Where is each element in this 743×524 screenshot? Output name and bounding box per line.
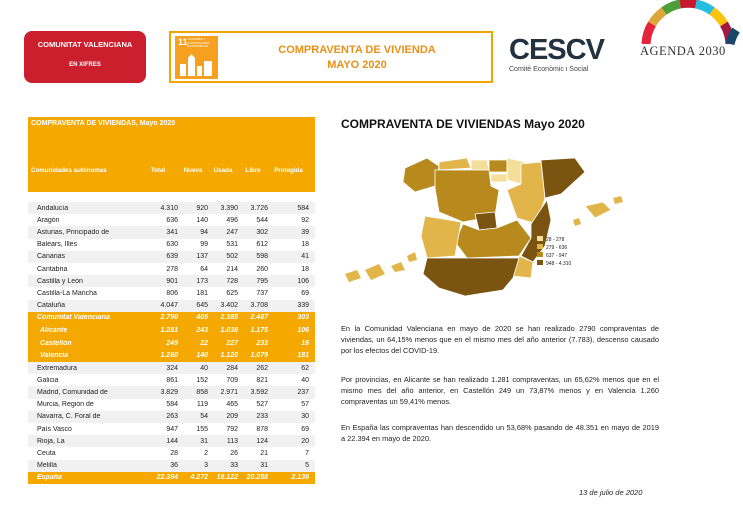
sdg-11-icon (175, 36, 218, 79)
row-value: 3.390 (220, 204, 238, 212)
row-value: 531 (226, 241, 238, 249)
row-value: 22 (200, 339, 208, 347)
row-value: 3.708 (250, 302, 268, 310)
row-label: Canarias (37, 253, 66, 261)
row-value: 62 (301, 364, 309, 372)
table-row (28, 362, 315, 374)
row-value: 636 (166, 216, 178, 224)
sdg-wheel-icon (632, 0, 743, 45)
legend-swatch-2 (537, 244, 543, 249)
row-value: 7 (305, 449, 309, 457)
total-value: 4.272 (190, 474, 208, 482)
agenda-text: AGENDA 2030 (640, 44, 726, 58)
row-value: 92 (301, 216, 309, 224)
row-value: 645 (196, 302, 208, 310)
row-value: 16 (301, 339, 309, 347)
badge-line1: COMUNITAT VALENCIANA (37, 40, 133, 49)
row-value: 1.260 (160, 352, 178, 360)
row-value: 2.790 (160, 314, 178, 322)
row-value: 237 (297, 389, 309, 397)
row-value: 144 (166, 437, 178, 445)
table-row (28, 239, 315, 251)
row-value: 737 (256, 289, 268, 297)
row-value: 40 (200, 364, 208, 372)
row-value: 405 (196, 314, 208, 322)
row-value: 69 (301, 289, 309, 297)
row-label: Valencia (40, 352, 69, 360)
row-value: 28 (170, 449, 178, 457)
total-label: España (37, 474, 62, 482)
region-canarias-2 (365, 264, 385, 280)
row-label: Ceuta (37, 449, 56, 457)
row-value: 639 (166, 253, 178, 261)
row-value: 181 (196, 289, 208, 297)
row-value: 806 (166, 289, 178, 297)
row-value: 243 (196, 327, 208, 335)
table-row (28, 300, 315, 312)
row-value: 21 (260, 449, 268, 457)
map-title: COMPRAVENTA DE VIVIENDAS Mayo 2020 (341, 117, 585, 131)
row-value: 1.281 (160, 327, 178, 335)
paragraph-3: En España las compraventas han descendido un 53,68% pasando de 48.351 en mayo de 2019 a 22.394 en mayo de 2020. (341, 423, 659, 444)
region-cataluna (541, 158, 585, 198)
region-andalucia (423, 258, 519, 296)
row-value: 2.487 (250, 314, 268, 322)
row-label: Navarra, C. Foral de (37, 413, 101, 421)
badge-line2: EN XIFRES (69, 62, 101, 68)
row-value: 792 (226, 425, 238, 433)
row-label: Galicia (37, 376, 59, 384)
table-spacer (28, 192, 315, 202)
title-line1: COMPRAVENTA DE VIVIENDA (278, 44, 436, 56)
row-value: 1.079 (250, 352, 268, 360)
row-value: 113 (226, 437, 238, 445)
row-value: 3 (204, 462, 208, 470)
total-value: 18.122 (216, 474, 238, 482)
table-row (28, 435, 315, 447)
cescv-logo (509, 35, 619, 81)
table-row (28, 202, 315, 214)
row-label: Rioja, La (37, 437, 65, 445)
row-label: Andalucía (37, 204, 69, 212)
row-value: 119 (196, 401, 208, 409)
row-label: Asturias, Principado de (37, 228, 109, 236)
row-value: 3.402 (220, 302, 238, 310)
region-ibiza (573, 218, 581, 226)
row-value: 339 (297, 302, 309, 310)
table-row (28, 312, 315, 325)
cescv-logo-text: CESCV (509, 34, 604, 66)
table-title: COMPRAVENTA DE VIVIENDAS, Mayo 2020 (28, 117, 315, 129)
table-row (28, 275, 315, 287)
legend-swatch-3 (537, 252, 543, 257)
row-value: 2 (204, 449, 208, 457)
row-value: 262 (256, 364, 268, 372)
row-value: 94 (200, 228, 208, 236)
row-value: 173 (196, 277, 208, 285)
row-value: 54 (200, 413, 208, 421)
row-value: 36 (170, 462, 178, 470)
row-label: Castilla y León (37, 277, 83, 285)
page-title (229, 43, 485, 73)
city-icon (179, 54, 214, 76)
map-legend (537, 236, 572, 267)
row-value: 106 (297, 327, 309, 335)
row-value: 3.829 (160, 389, 178, 397)
rows-bottom (28, 362, 315, 472)
row-value: 709 (226, 376, 238, 384)
paragraph-2: Por provincias, en Alicante se han realizado 1.281 compraventas, un 65,62% menos que en el mismo mes del año anterior, en Castellón 249 un 73,87% menos y en Valencia 1.260 compraventas un 59,41% menos. (341, 375, 659, 407)
row-value: 4.310 (160, 204, 178, 212)
region-pais-vasco (489, 160, 507, 172)
region-galicia (403, 158, 439, 192)
row-label: Comunitat Valenciana (37, 314, 110, 322)
legend-label-3: 637 - 947 (546, 253, 568, 259)
row-label: Castilla-La Mancha (37, 289, 97, 297)
row-label: Cantabria (37, 265, 68, 273)
table-row (28, 251, 315, 263)
region-baleares (585, 202, 611, 218)
row-value: 233 (256, 413, 268, 421)
spain-choropleth-map (335, 128, 635, 308)
row-value: 40 (301, 376, 309, 384)
row-value: 527 (256, 401, 268, 409)
header-cell: Protegida (274, 167, 303, 174)
row-value: 5 (305, 462, 309, 470)
row-value: 630 (166, 241, 178, 249)
row-value: 249 (166, 339, 178, 347)
row-value: 465 (226, 401, 238, 409)
header-cell: Nueva (183, 167, 203, 174)
region-asturias (439, 158, 471, 170)
row-label: Cataluña (37, 302, 66, 310)
region-menorca (613, 196, 623, 204)
row-value: 861 (166, 376, 178, 384)
region-cantabria (471, 160, 489, 170)
table-row (28, 324, 315, 337)
region-extremadura (421, 216, 461, 258)
compraventa-table (28, 117, 315, 484)
row-value: 214 (226, 265, 238, 273)
cv-badge (24, 31, 146, 83)
row-value: 233 (256, 339, 268, 347)
row-value: 947 (166, 425, 178, 433)
row-value: 1.038 (220, 327, 238, 335)
row-value: 26 (230, 449, 238, 457)
row-value: 4.047 (160, 302, 178, 310)
total-row (28, 472, 315, 484)
region-canarias-4 (407, 252, 417, 262)
row-value: 584 (166, 401, 178, 409)
row-value: 612 (256, 241, 268, 249)
row-value: 124 (256, 437, 268, 445)
sdg-number: 11 (178, 37, 188, 47)
row-label: Castellón (40, 339, 72, 347)
row-value: 878 (256, 425, 268, 433)
rows-top (28, 202, 315, 312)
row-value: 496 (226, 216, 238, 224)
row-value: 584 (297, 204, 309, 212)
paragraph-1: En la Comunidad Valenciana en mayo de 2020 se han realizado 2790 compraventas de viviendas, un 64,15% menos que en el mismo mes del año anterior (7.783), descenso causado por los efectos del COVID-19. (341, 324, 659, 356)
table-row (28, 349, 315, 362)
row-value: 341 (166, 228, 178, 236)
row-value: 30 (301, 413, 309, 421)
row-value: 858 (196, 389, 208, 397)
row-value: 3.592 (250, 389, 268, 397)
row-label: País Vasco (37, 425, 72, 433)
row-value: 18 (301, 265, 309, 273)
row-label: Murcia, Región de (37, 401, 94, 409)
table-row (28, 263, 315, 275)
legend-label-1: 28 - 278 (546, 237, 565, 243)
cescv-subtitle: Comitè Econòmic i Social (509, 66, 589, 73)
total-value: 2.136 (291, 474, 309, 482)
table-row (28, 374, 315, 386)
title-line2: MAYO 2020 (327, 59, 387, 71)
row-value: 544 (256, 216, 268, 224)
row-value: 41 (301, 253, 309, 261)
row-value: 18 (301, 241, 309, 249)
row-value: 137 (196, 253, 208, 261)
row-value: 209 (226, 413, 238, 421)
sdg-text: CIUDADES Y COMUNIDADES SOSTENIBLES (187, 37, 210, 49)
row-value: 140 (196, 352, 208, 360)
row-value: 20 (301, 437, 309, 445)
table-row (28, 447, 315, 459)
header-cell: Comunidades autónomas (31, 167, 107, 174)
table-row (28, 386, 315, 398)
row-label: Aragón (37, 216, 60, 224)
row-value: 33 (230, 462, 238, 470)
table-row (28, 460, 315, 472)
table-row (28, 399, 315, 411)
row-value: 920 (196, 204, 208, 212)
row-value: 302 (256, 228, 268, 236)
legend-swatch-1 (537, 236, 543, 241)
region-canarias-1 (345, 270, 361, 282)
row-value: 39 (301, 228, 309, 236)
header-cell: Usada (213, 167, 233, 174)
row-value: 502 (226, 253, 238, 261)
header-cell: Total (150, 167, 166, 174)
title-box (169, 31, 493, 83)
row-value: 155 (196, 425, 208, 433)
total-value: 20.258 (246, 474, 268, 482)
row-value: 3.726 (250, 204, 268, 212)
row-value: 598 (256, 253, 268, 261)
row-value: 31 (260, 462, 268, 470)
region-canarias-3 (391, 262, 405, 272)
row-total (28, 472, 315, 484)
row-value: 106 (297, 277, 309, 285)
row-value: 31 (200, 437, 208, 445)
row-label: Balears, Illes (37, 241, 78, 249)
total-value: 22.394 (156, 474, 178, 482)
row-value: 625 (226, 289, 238, 297)
row-label: Alicante (40, 327, 68, 335)
row-value: 152 (196, 376, 208, 384)
table-row (28, 337, 315, 350)
row-value: 99 (200, 241, 208, 249)
row-value: 1.175 (250, 327, 268, 335)
report-date: 13 de julio de 2020 (579, 488, 643, 497)
row-value: 57 (301, 401, 309, 409)
table-row (28, 226, 315, 238)
agenda-2030-logo (632, 0, 743, 70)
legend-label-4: 948 - 4.310 (546, 261, 572, 267)
row-value: 324 (166, 364, 178, 372)
row-value: 64 (200, 265, 208, 273)
table-row (28, 214, 315, 226)
row-value: 728 (226, 277, 238, 285)
header-cell: Libre (245, 167, 261, 174)
row-value: 181 (297, 352, 309, 360)
row-value: 69 (301, 425, 309, 433)
row-label: Extremadura (37, 364, 78, 372)
row-value: 278 (166, 265, 178, 273)
row-label: Madrid, Comunidad de (37, 389, 108, 397)
row-value: 821 (256, 376, 268, 384)
row-value: 284 (226, 364, 238, 372)
row-value: 303 (297, 314, 309, 322)
row-value: 227 (226, 339, 238, 347)
rows-cv (28, 312, 315, 362)
legend-swatch-4 (537, 260, 543, 265)
row-value: 247 (226, 228, 238, 236)
row-label: Melilla (37, 462, 57, 470)
row-value: 263 (166, 413, 178, 421)
region-madrid (475, 212, 497, 230)
table-row (28, 287, 315, 299)
row-value: 795 (256, 277, 268, 285)
row-value: 901 (166, 277, 178, 285)
row-value: 260 (256, 265, 268, 273)
table-row (28, 423, 315, 435)
row-value: 2.971 (220, 389, 238, 397)
table-header (28, 129, 315, 192)
row-value: 140 (196, 216, 208, 224)
row-value: 2.385 (220, 314, 238, 322)
table-row (28, 411, 315, 423)
legend-label-2: 279 - 636 (546, 245, 568, 251)
region-rioja (491, 174, 507, 182)
row-value: 1.120 (220, 352, 238, 360)
